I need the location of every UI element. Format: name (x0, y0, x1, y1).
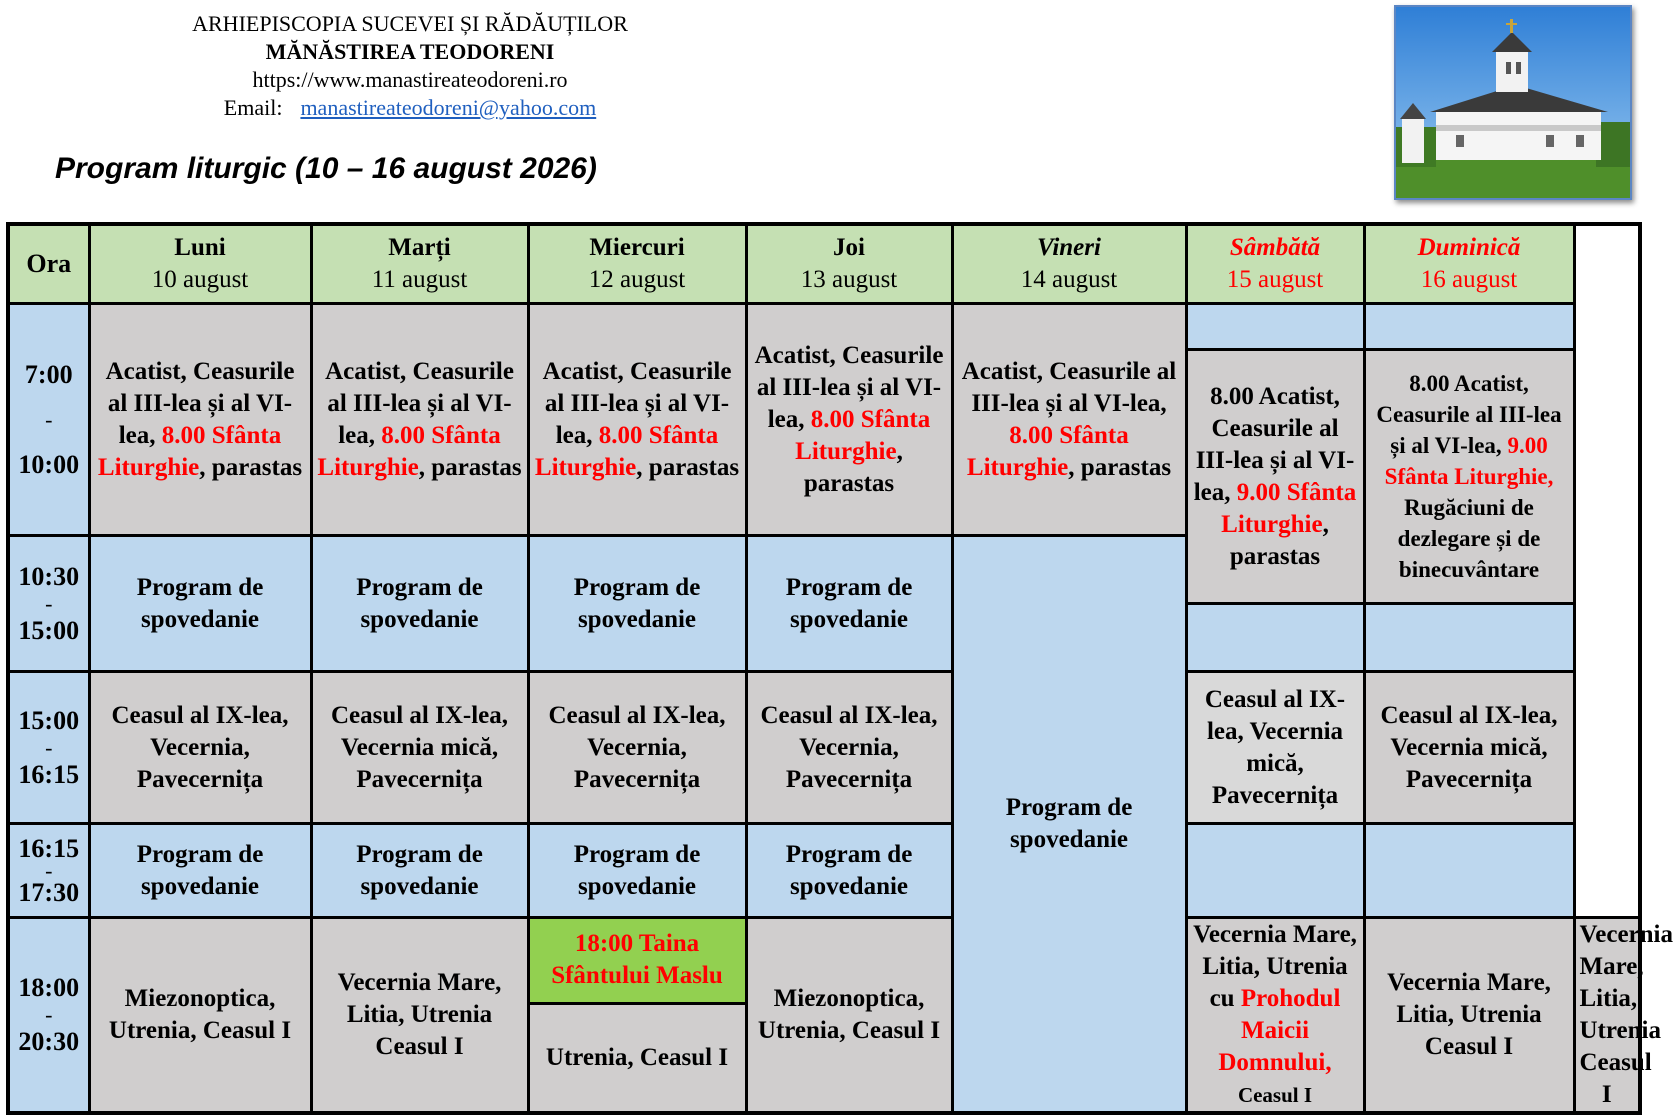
morning-duminica: 8.00 Acatist, Ceasurile al III-lea și al VI-lea, 9.00 Sfânta Liturghie, Rugăciuni de dezlegare și de binecuvântare (1364, 350, 1574, 604)
day-header-duminica: Duminică 16 august (1364, 224, 1574, 304)
email-row (140, 94, 680, 122)
monastery-name: MĂNĂSTIREA TEODORENI (265, 39, 555, 64)
morning-vineri: Acatist, Ceasurile al III-lea și al VI-lea, 8.00 Sfânta Liturghie, parastas (952, 304, 1186, 536)
afternoon-duminica: Ceasul al IX-lea, Vecernia mică, Pavecernița (1364, 672, 1574, 824)
day-header-luni: Luni 10 august (89, 224, 311, 304)
confession-marti-1: Program de spovedanie (311, 536, 528, 672)
duminica-empty-2 (1364, 604, 1574, 672)
day-header-marti: Marți 11 august (311, 224, 528, 304)
page-title: Program liturgic (10 – 16 august 2026) (55, 152, 597, 185)
email-label: Email: (223, 95, 283, 120)
time-cell-evening: 18:00 - 20:30 (8, 918, 89, 1114)
time-cell-confession-1: 10:30 - 15:00 (8, 536, 89, 672)
duminica-empty-3 (1364, 824, 1574, 918)
website-text: https://www.manastireateodoreni.ro (252, 67, 568, 92)
afternoon-miercuri: Ceasul al IX-lea, Vecernia, Pavecernița (528, 672, 746, 824)
afternoon-sambata: Ceasul al IX-lea, Vecernia mică, Pavecernița (1186, 672, 1364, 824)
evening-sambata: Vecernia Mare, Litia, Utrenia Ceasul I (1364, 918, 1574, 1114)
sambata-empty-3 (1186, 824, 1364, 918)
morning-miercuri: Acatist, Ceasurile al III-lea și al VI-lea, 8.00 Sfânta Liturghie, parastas (528, 304, 746, 536)
morning-sambata-empty (1186, 304, 1364, 350)
confession-marti-2: Program de spovedanie (311, 824, 528, 918)
evening-joi: Miezonoptica, Utrenia, Ceasul I (746, 918, 952, 1114)
day-header-miercuri: Miercuri 12 august (528, 224, 746, 304)
confession-miercuri-2: Program de spovedanie (528, 824, 746, 918)
day-header-sambata: Sâmbătă 15 august (1186, 224, 1364, 304)
morning-luni: Acatist, Ceasurile al III-lea și al VI-lea, 8.00 Sfânta Liturghie, parastas (89, 304, 311, 536)
morning-marti: Acatist, Ceasurile al III-lea și al VI-lea, 8.00 Sfânta Liturghie, parastas (311, 304, 528, 536)
morning-duminica-empty (1364, 304, 1574, 350)
header-block (140, 10, 680, 122)
day-header-joi: Joi 13 august (746, 224, 952, 304)
confession-joi-1: Program de spovedanie (746, 536, 952, 672)
morning-sambata: 8.00 Acatist, Ceasurile al III-lea și al VI-lea, 9.00 Sfânta Liturghie, parastas (1186, 350, 1364, 604)
afternoon-luni: Ceasul al IX-lea, Vecernia, Pavecernița (89, 672, 311, 824)
confession-luni-1: Program de spovedanie (89, 536, 311, 672)
time-cell-morning: 7:00 - 10:00 (8, 304, 89, 536)
confession-joi-2: Program de spovedanie (746, 824, 952, 918)
evening-miercuri-maslu: 18:00 Taina Sfântului Maslu (528, 918, 746, 1004)
schedule-table (6, 222, 1673, 1115)
evening-marti: Vecernia Mare, Litia, Utrenia Ceasul I (311, 918, 528, 1114)
evening-luni: Miezonoptica, Utrenia, Ceasul I (89, 918, 311, 1114)
evening-vineri: Vecernia Mare, Litia, Utrenia cu Prohodul Maicii Domnului, Ceasul I (1186, 918, 1364, 1114)
afternoon-marti: Ceasul al IX-lea, Vecernia mică, Pavecernița (311, 672, 528, 824)
confession-miercuri-1: Program de spovedanie (528, 536, 746, 672)
archdiocese-name: ARHIEPISCOPIA SUCEVEI ȘI RĂDĂUȚILOR (192, 11, 628, 36)
ora-header: Ora (8, 224, 89, 304)
evening-duminica: Vecernia Mare, Litia, Utrenia Ceasul I (1574, 918, 1640, 1114)
evening-miercuri-utrenia: Utrenia, Ceasul I (528, 1003, 746, 1113)
monastery-photo (1394, 5, 1632, 200)
sambata-empty-2 (1186, 604, 1364, 672)
confession-vineri: Program de spovedanie (952, 536, 1186, 1114)
confession-luni-2: Program de spovedanie (89, 824, 311, 918)
time-cell-confession-2: 16:15 - 17:30 (8, 824, 89, 918)
email-link[interactable]: manastireateodoreni@yahoo.com (300, 95, 597, 120)
morning-joi: Acatist, Ceasurile al III-lea și al VI-lea, 8.00 Sfânta Liturghie, parastas (746, 304, 952, 536)
time-cell-afternoon: 15:00 - 16:15 (8, 672, 89, 824)
day-header-vineri: Vineri 14 august (952, 224, 1186, 304)
afternoon-joi: Ceasul al IX-lea, Vecernia, Pavecernița (746, 672, 952, 824)
